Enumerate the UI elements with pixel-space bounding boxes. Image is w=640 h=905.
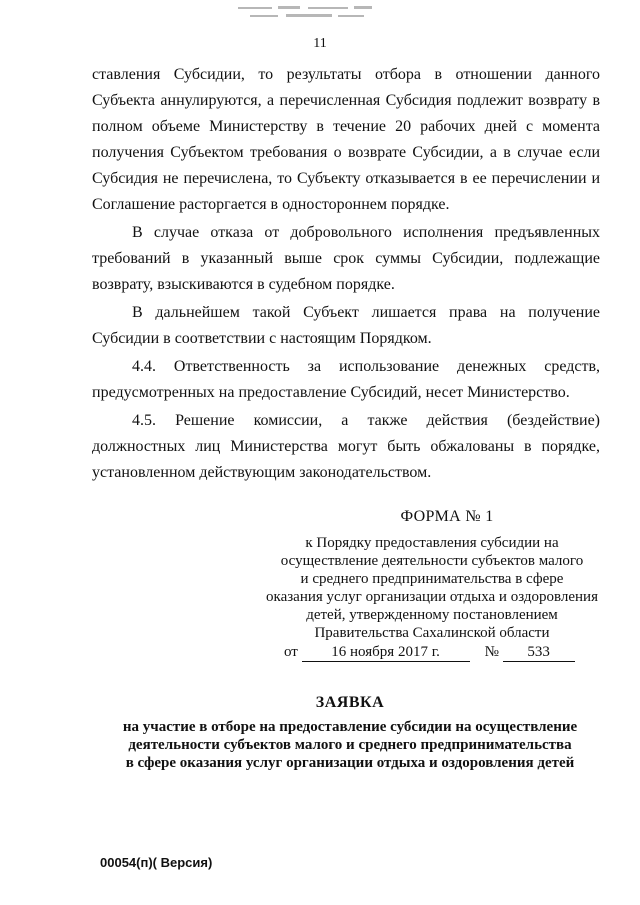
form-header-line: осуществление деятельности субъектов малого bbox=[280, 553, 584, 569]
form-header-line: и среднего предпринимательства в сфере bbox=[300, 571, 564, 587]
body-paragraph: В случае отказа от добровольного исполнения предъявленных требований в указанный выше срок суммы Субсидии, подлежащие возврату, взыскиваются в судебном порядке. bbox=[92, 224, 600, 293]
application-subtitle-line: деятельности субъектов малого и среднего предпринимательства bbox=[128, 737, 572, 753]
application-title: ЗАЯВКА bbox=[315, 694, 385, 711]
resolution-reference bbox=[262, 643, 602, 662]
document-code: 00054(п)( Версия) bbox=[100, 855, 213, 870]
form-title: ФОРМА № 1 bbox=[400, 508, 494, 525]
application-subtitle-line: в сфере оказания услуг организации отдыха и оздоровления детей bbox=[125, 755, 575, 771]
form-header-line: оказания услуг организации отдыха и оздоровления bbox=[266, 589, 598, 605]
body-paragraph: В дальнейшем такой Субъект лишается права на получение Субсидии в соответствии с настоящим Порядком. bbox=[92, 304, 600, 347]
resolution-number: 533 bbox=[503, 643, 575, 662]
application-subtitle-line: на участие в отборе на предоставление субсидии на осуществление bbox=[122, 719, 578, 735]
body-paragraph: ставления Субсидии, то результаты отбора в отношении данного Субъекта аннулируются, а перечисленная Субсидия подлежит возврату в полном объеме Министерству в течение 20 рабочих дней с момента получения Субъектом требования о возврате Субсидии, а в случае если Субсидия не перечислена, то Субъекту отказывается в ее перечислении и Соглашение расторгается в одностороннем порядке. bbox=[92, 66, 600, 213]
form-header-line: к Порядку предоставления субсидии на bbox=[305, 535, 559, 551]
form-header bbox=[262, 508, 602, 662]
body-paragraph: 4.5. Решение комиссии, а также действия (бездействие) должностных лиц Министерства могут быть обжалованы в порядке, установленном действующим законодательством. bbox=[92, 412, 600, 481]
application-title-block bbox=[100, 694, 600, 772]
scan-noise-mark bbox=[228, 4, 388, 24]
form-header-line: Правительства Сахалинской области bbox=[314, 625, 550, 641]
body-text bbox=[92, 62, 600, 488]
number-prefix: № bbox=[484, 644, 499, 660]
date-prefix: от bbox=[284, 644, 298, 660]
body-paragraph: 4.4. Ответственность за использование денежных средств, предусмотренных на предоставление Субсидий, несет Министерство. bbox=[92, 358, 600, 401]
form-header-line: детей, утвержденному постановлением bbox=[306, 607, 558, 623]
page-number: 11 bbox=[313, 36, 327, 51]
resolution-date: 16 ноября 2017 г. bbox=[302, 643, 470, 662]
